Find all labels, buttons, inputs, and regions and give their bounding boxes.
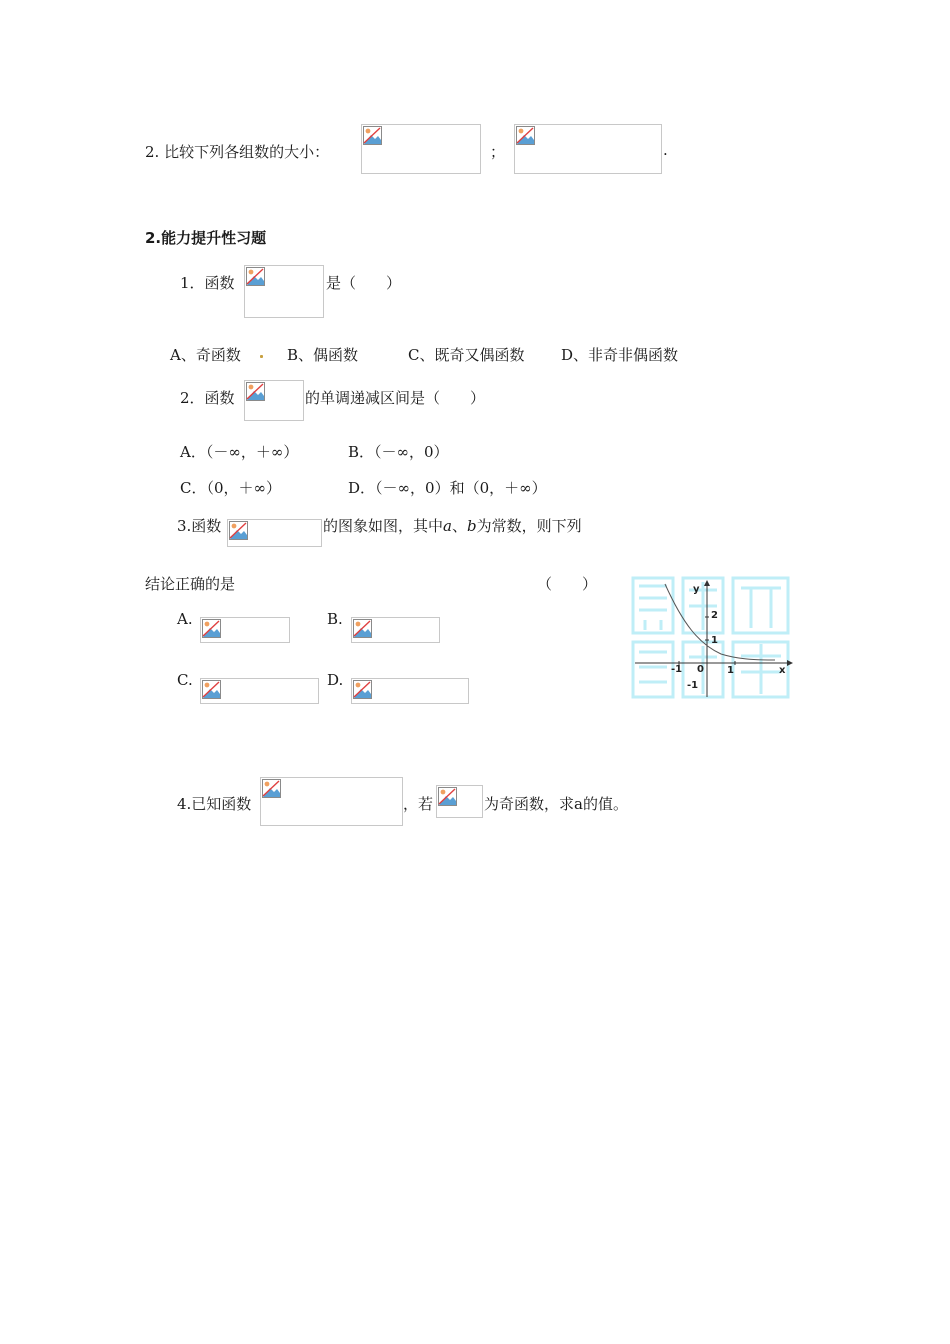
y-axis-label: y [693,584,700,595]
p3-answer-paren: （ ） [537,575,598,593]
section-title: 2.能力提升性习题 [145,229,267,247]
x-axis-label: x [779,665,786,676]
formula-image [244,380,304,421]
p2-option-b: B．（－∞，0） [348,443,449,461]
var-a: a [443,517,452,535]
broken-image-icon [353,680,372,699]
broken-image-icon [262,779,281,798]
var-b: b [466,517,477,535]
p4-stem-pre: 4.已知函数 [177,795,252,813]
p4-stem-mid: ，若 [403,795,434,813]
broken-image-icon [516,126,535,145]
tick-label-origin: 0 [697,664,704,675]
q2-end: . [663,141,668,159]
tick-label-y2: 2 [711,610,718,621]
formula-image [260,777,403,826]
formula-image [361,124,481,174]
decor-dot [260,355,263,358]
p3-label-b: B. [327,610,343,628]
broken-image-icon [246,382,265,401]
p3-sep: 、 [451,517,467,535]
broken-image-icon [202,619,221,638]
p3-label-c: C. [177,671,193,689]
p3-stem-line2: 结论正确的是 [145,575,236,593]
broken-image-icon [229,521,248,540]
p2-stem-pre: 2．函数 [180,389,235,407]
p2-option-c: C．（0，＋∞） [180,479,282,497]
tick-label-xm1: -1 [671,664,683,675]
p3-stem-pre: 3.函数 [177,517,222,535]
formula-image [514,124,662,174]
p1-option-a: A、奇函数 [170,346,241,364]
tick-label-x1: 1 [727,665,734,676]
broken-image-icon [438,787,457,806]
formula-image [227,519,322,547]
formula-image [244,265,324,318]
broken-image-icon [353,619,372,638]
p3-stem-mid [323,515,582,536]
p3-text-2: 为常数，则下列 [476,517,582,535]
option-a-image [200,617,290,643]
broken-image-icon [202,680,221,699]
option-d-image [351,678,469,704]
broken-image-icon [246,267,265,286]
broken-image-icon [363,126,382,145]
p4-stem-post: 为奇函数，求a的值。 [484,795,628,813]
p2-option-a: A．（－∞，＋∞） [180,443,299,461]
p1-option-d: D、非奇非偶函数 [561,346,679,364]
p1-option-c: C、既奇又偶函数 [408,346,525,364]
p3-text: 的图象如图，其中 [323,517,444,535]
p2-stem-post: 的单调递减区间是（ ） [305,389,486,407]
tick-label-y1: 1 [711,635,718,646]
p1-stem-post: 是（ ） [326,274,402,292]
p1-stem-pre: 1．函数 [180,274,235,292]
p1-option-b: B、偶函数 [287,346,359,364]
tick-label-ym1: -1 [687,680,699,691]
p2-option-d: D．（－∞，0）和（0，＋∞） [348,479,547,497]
function-graph [625,572,795,702]
p3-label-d: D. [327,671,344,689]
p3-label-a: A. [177,610,193,628]
q2-separator: ； [490,143,506,161]
option-c-image [200,678,319,704]
q2-prompt: 2. 比较下列各组数的大小： [145,143,330,161]
option-b-image [351,617,440,643]
formula-image [436,785,483,818]
